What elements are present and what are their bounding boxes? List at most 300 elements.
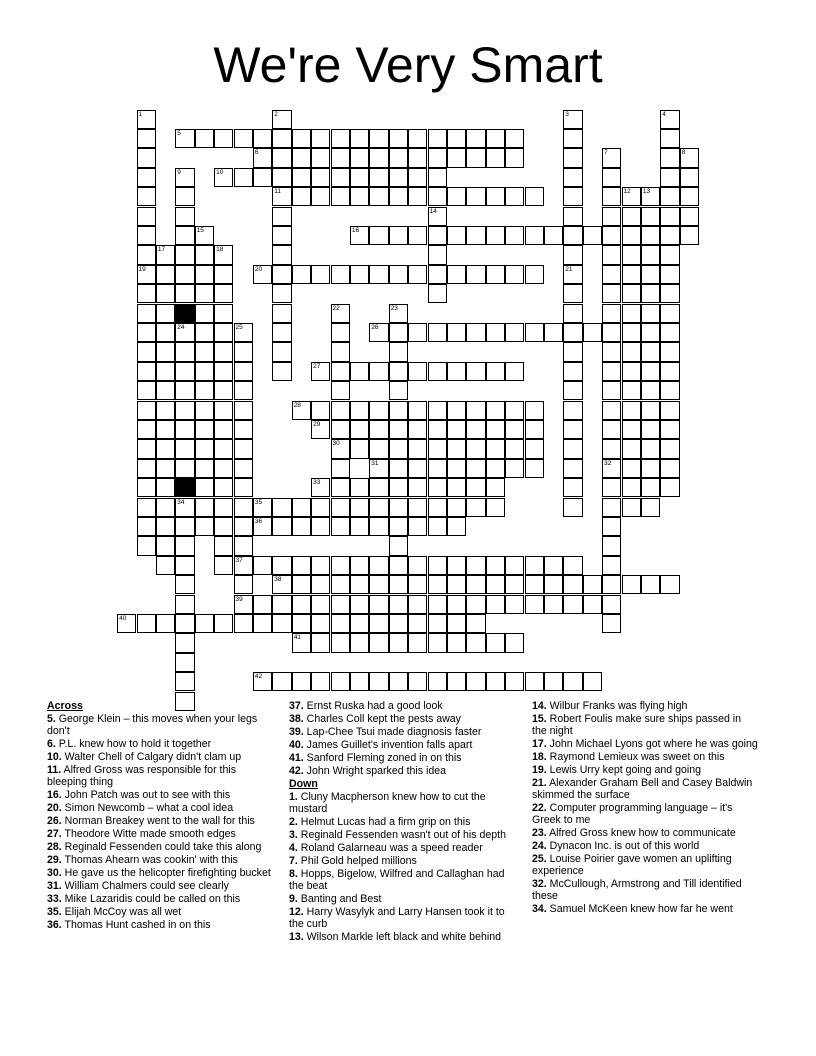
grid-cell[interactable]	[544, 226, 563, 245]
grid-cell[interactable]	[447, 439, 466, 458]
grid-cell[interactable]	[428, 187, 447, 206]
grid-cell[interactable]	[544, 595, 563, 614]
grid-cell[interactable]	[292, 672, 311, 691]
grid-cell[interactable]	[641, 323, 660, 342]
grid-cell[interactable]	[660, 478, 679, 497]
grid-cell[interactable]	[505, 226, 524, 245]
grid-cell[interactable]	[137, 284, 156, 303]
grid-cell[interactable]	[641, 478, 660, 497]
grid-cell[interactable]	[350, 439, 369, 458]
grid-cell[interactable]	[214, 401, 233, 420]
grid-cell[interactable]	[175, 342, 194, 361]
grid-cell[interactable]	[447, 129, 466, 148]
grid-cell[interactable]	[486, 672, 505, 691]
grid-cell[interactable]	[350, 575, 369, 594]
grid-cell[interactable]	[137, 439, 156, 458]
grid-cell[interactable]	[641, 362, 660, 381]
grid-cell[interactable]	[214, 381, 233, 400]
grid-cell[interactable]	[408, 459, 427, 478]
grid-cell[interactable]	[292, 187, 311, 206]
grid-cell[interactable]	[272, 342, 291, 361]
grid-cell[interactable]	[505, 633, 524, 652]
grid-cell[interactable]	[486, 595, 505, 614]
grid-cell[interactable]	[505, 595, 524, 614]
grid-cell[interactable]	[311, 362, 330, 381]
grid-cell[interactable]	[447, 362, 466, 381]
grid-cell[interactable]	[272, 362, 291, 381]
grid-cell[interactable]	[447, 575, 466, 594]
grid-cell[interactable]	[195, 381, 214, 400]
grid-cell[interactable]	[156, 304, 175, 323]
grid-cell[interactable]	[408, 439, 427, 458]
grid-cell[interactable]	[369, 478, 388, 497]
grid-cell[interactable]	[602, 304, 621, 323]
grid-cell[interactable]	[137, 265, 156, 284]
grid-cell[interactable]	[234, 401, 253, 420]
grid-cell[interactable]	[234, 362, 253, 381]
grid-cell[interactable]	[137, 148, 156, 167]
grid-cell[interactable]	[602, 381, 621, 400]
grid-cell[interactable]	[350, 614, 369, 633]
grid-cell[interactable]	[408, 595, 427, 614]
grid-cell[interactable]	[389, 498, 408, 517]
grid-cell[interactable]	[622, 342, 641, 361]
grid-cell[interactable]	[602, 284, 621, 303]
grid-cell[interactable]	[408, 517, 427, 536]
grid-cell[interactable]	[331, 168, 350, 187]
grid-cell[interactable]	[234, 595, 253, 614]
grid-cell[interactable]	[486, 148, 505, 167]
grid-cell[interactable]	[641, 439, 660, 458]
grid-cell[interactable]	[292, 148, 311, 167]
grid-cell[interactable]	[408, 265, 427, 284]
grid-cell[interactable]	[622, 498, 641, 517]
grid-cell[interactable]	[505, 672, 524, 691]
grid-cell[interactable]	[389, 672, 408, 691]
grid-cell[interactable]	[311, 498, 330, 517]
grid-cell[interactable]	[234, 517, 253, 536]
grid-cell[interactable]	[486, 439, 505, 458]
grid-cell[interactable]	[234, 168, 253, 187]
grid-cell[interactable]	[175, 439, 194, 458]
grid-cell[interactable]	[350, 420, 369, 439]
grid-cell[interactable]	[292, 633, 311, 652]
grid-cell[interactable]	[428, 226, 447, 245]
grid-cell[interactable]	[660, 439, 679, 458]
grid-cell[interactable]	[234, 381, 253, 400]
grid-cell[interactable]	[466, 595, 485, 614]
grid-cell[interactable]	[156, 439, 175, 458]
grid-cell[interactable]	[292, 265, 311, 284]
grid-cell[interactable]	[641, 207, 660, 226]
grid-cell[interactable]	[369, 420, 388, 439]
grid-cell[interactable]	[563, 265, 582, 284]
grid-cell[interactable]	[175, 478, 194, 497]
grid-cell[interactable]	[311, 614, 330, 633]
grid-cell[interactable]	[214, 498, 233, 517]
grid-cell[interactable]	[331, 498, 350, 517]
grid-cell[interactable]	[331, 148, 350, 167]
grid-cell[interactable]	[137, 420, 156, 439]
grid-cell[interactable]	[175, 129, 194, 148]
grid-cell[interactable]	[369, 148, 388, 167]
grid-cell[interactable]	[602, 168, 621, 187]
grid-cell[interactable]	[486, 459, 505, 478]
grid-cell[interactable]	[389, 323, 408, 342]
grid-cell[interactable]	[137, 207, 156, 226]
grid-cell[interactable]	[408, 168, 427, 187]
grid-cell[interactable]	[563, 129, 582, 148]
grid-cell[interactable]	[428, 498, 447, 517]
grid-cell[interactable]	[389, 362, 408, 381]
grid-cell[interactable]	[466, 478, 485, 497]
grid-cell[interactable]	[156, 284, 175, 303]
grid-cell[interactable]	[331, 381, 350, 400]
grid-cell[interactable]	[389, 517, 408, 536]
grid-cell[interactable]	[466, 148, 485, 167]
grid-cell[interactable]	[428, 420, 447, 439]
grid-cell[interactable]	[428, 362, 447, 381]
grid-cell[interactable]	[311, 672, 330, 691]
grid-cell[interactable]	[525, 420, 544, 439]
grid-cell[interactable]	[447, 187, 466, 206]
grid-cell[interactable]	[253, 498, 272, 517]
grid-cell[interactable]	[466, 439, 485, 458]
grid-cell[interactable]	[660, 459, 679, 478]
grid-cell[interactable]	[428, 633, 447, 652]
grid-cell[interactable]	[641, 265, 660, 284]
grid-cell[interactable]	[680, 148, 699, 167]
grid-cell[interactable]	[563, 381, 582, 400]
grid-cell[interactable]	[447, 614, 466, 633]
grid-cell[interactable]	[563, 245, 582, 264]
grid-cell[interactable]	[175, 575, 194, 594]
grid-cell[interactable]	[583, 323, 602, 342]
grid-cell[interactable]	[234, 439, 253, 458]
grid-cell[interactable]	[137, 517, 156, 536]
grid-cell[interactable]	[331, 401, 350, 420]
grid-cell[interactable]	[253, 556, 272, 575]
grid-cell[interactable]	[214, 304, 233, 323]
grid-cell[interactable]	[195, 342, 214, 361]
grid-cell[interactable]	[214, 536, 233, 555]
grid-cell[interactable]	[331, 459, 350, 478]
grid-cell[interactable]	[622, 362, 641, 381]
grid-cell[interactable]	[408, 556, 427, 575]
grid-cell[interactable]	[641, 401, 660, 420]
grid-cell[interactable]	[660, 420, 679, 439]
grid-cell[interactable]	[117, 614, 136, 633]
grid-cell[interactable]	[253, 148, 272, 167]
grid-cell[interactable]	[428, 614, 447, 633]
grid-cell[interactable]	[525, 401, 544, 420]
grid-cell[interactable]	[408, 401, 427, 420]
grid-cell[interactable]	[466, 556, 485, 575]
grid-cell[interactable]	[214, 342, 233, 361]
grid-cell[interactable]	[331, 575, 350, 594]
grid-cell[interactable]	[525, 672, 544, 691]
grid-cell[interactable]	[622, 439, 641, 458]
grid-cell[interactable]	[137, 459, 156, 478]
grid-cell[interactable]	[389, 556, 408, 575]
grid-cell[interactable]	[331, 304, 350, 323]
grid-cell[interactable]	[466, 129, 485, 148]
grid-cell[interactable]	[389, 381, 408, 400]
grid-cell[interactable]	[311, 168, 330, 187]
grid-cell[interactable]	[660, 304, 679, 323]
grid-cell[interactable]	[234, 478, 253, 497]
grid-cell[interactable]	[350, 168, 369, 187]
grid-cell[interactable]	[350, 556, 369, 575]
grid-cell[interactable]	[525, 459, 544, 478]
grid-cell[interactable]	[234, 556, 253, 575]
grid-cell[interactable]	[156, 517, 175, 536]
grid-cell[interactable]	[505, 439, 524, 458]
grid-cell[interactable]	[447, 478, 466, 497]
grid-cell[interactable]	[331, 129, 350, 148]
grid-cell[interactable]	[602, 536, 621, 555]
grid-cell[interactable]	[525, 265, 544, 284]
grid-cell[interactable]	[641, 284, 660, 303]
grid-cell[interactable]	[331, 439, 350, 458]
grid-cell[interactable]	[466, 614, 485, 633]
grid-cell[interactable]	[137, 536, 156, 555]
grid-cell[interactable]	[195, 517, 214, 536]
grid-cell[interactable]	[137, 110, 156, 129]
grid-cell[interactable]	[195, 265, 214, 284]
grid-cell[interactable]	[156, 556, 175, 575]
grid-cell[interactable]	[369, 614, 388, 633]
grid-cell[interactable]	[660, 381, 679, 400]
grid-cell[interactable]	[486, 420, 505, 439]
grid-cell[interactable]	[272, 323, 291, 342]
grid-cell[interactable]	[389, 401, 408, 420]
grid-cell[interactable]	[137, 129, 156, 148]
grid-cell[interactable]	[272, 517, 291, 536]
grid-cell[interactable]	[195, 245, 214, 264]
grid-cell[interactable]	[350, 633, 369, 652]
grid-cell[interactable]	[505, 420, 524, 439]
grid-cell[interactable]	[563, 439, 582, 458]
grid-cell[interactable]	[175, 459, 194, 478]
grid-cell[interactable]	[486, 478, 505, 497]
grid-cell[interactable]	[641, 304, 660, 323]
grid-cell[interactable]	[292, 556, 311, 575]
grid-cell[interactable]	[563, 420, 582, 439]
grid-cell[interactable]	[602, 439, 621, 458]
grid-cell[interactable]	[137, 401, 156, 420]
grid-cell[interactable]	[331, 342, 350, 361]
grid-cell[interactable]	[505, 575, 524, 594]
grid-cell[interactable]	[350, 498, 369, 517]
grid-cell[interactable]	[175, 653, 194, 672]
grid-cell[interactable]	[622, 265, 641, 284]
grid-cell[interactable]	[505, 362, 524, 381]
grid-cell[interactable]	[389, 226, 408, 245]
grid-cell[interactable]	[389, 168, 408, 187]
grid-cell[interactable]	[156, 245, 175, 264]
grid-cell[interactable]	[466, 226, 485, 245]
grid-cell[interactable]	[563, 323, 582, 342]
grid-cell[interactable]	[622, 381, 641, 400]
grid-cell[interactable]	[660, 110, 679, 129]
grid-cell[interactable]	[622, 478, 641, 497]
grid-cell[interactable]	[234, 459, 253, 478]
grid-cell[interactable]	[331, 265, 350, 284]
grid-cell[interactable]	[331, 323, 350, 342]
grid-cell[interactable]	[660, 401, 679, 420]
grid-cell[interactable]	[466, 323, 485, 342]
grid-cell[interactable]	[234, 342, 253, 361]
grid-cell[interactable]	[214, 459, 233, 478]
grid-cell[interactable]	[583, 595, 602, 614]
grid-cell[interactable]	[583, 575, 602, 594]
grid-cell[interactable]	[156, 498, 175, 517]
grid-cell[interactable]	[408, 226, 427, 245]
grid-cell[interactable]	[447, 459, 466, 478]
grid-cell[interactable]	[350, 265, 369, 284]
grid-cell[interactable]	[137, 478, 156, 497]
grid-cell[interactable]	[369, 633, 388, 652]
grid-cell[interactable]	[602, 556, 621, 575]
grid-cell[interactable]	[234, 614, 253, 633]
grid-cell[interactable]	[331, 633, 350, 652]
grid-cell[interactable]	[175, 265, 194, 284]
grid-cell[interactable]	[195, 439, 214, 458]
grid-cell[interactable]	[428, 148, 447, 167]
grid-cell[interactable]	[350, 129, 369, 148]
grid-cell[interactable]	[311, 148, 330, 167]
grid-cell[interactable]	[195, 420, 214, 439]
grid-cell[interactable]	[641, 381, 660, 400]
grid-cell[interactable]	[311, 633, 330, 652]
grid-cell[interactable]	[156, 478, 175, 497]
grid-cell[interactable]	[486, 575, 505, 594]
grid-cell[interactable]	[195, 459, 214, 478]
grid-cell[interactable]	[214, 265, 233, 284]
grid-cell[interactable]	[563, 168, 582, 187]
grid-cell[interactable]	[602, 401, 621, 420]
grid-cell[interactable]	[544, 575, 563, 594]
grid-cell[interactable]	[175, 401, 194, 420]
grid-cell[interactable]	[602, 226, 621, 245]
grid-cell[interactable]	[389, 129, 408, 148]
grid-cell[interactable]	[680, 226, 699, 245]
grid-cell[interactable]	[447, 265, 466, 284]
grid-cell[interactable]	[447, 595, 466, 614]
grid-cell[interactable]	[486, 362, 505, 381]
grid-cell[interactable]	[544, 556, 563, 575]
grid-cell[interactable]	[641, 342, 660, 361]
grid-cell[interactable]	[272, 187, 291, 206]
grid-cell[interactable]	[292, 575, 311, 594]
grid-cell[interactable]	[408, 614, 427, 633]
grid-cell[interactable]	[389, 633, 408, 652]
grid-cell[interactable]	[156, 342, 175, 361]
grid-cell[interactable]	[447, 420, 466, 439]
grid-cell[interactable]	[428, 672, 447, 691]
grid-cell[interactable]	[563, 110, 582, 129]
grid-cell[interactable]	[369, 672, 388, 691]
grid-cell[interactable]	[195, 284, 214, 303]
grid-cell[interactable]	[331, 517, 350, 536]
grid-cell[interactable]	[331, 187, 350, 206]
grid-cell[interactable]	[602, 478, 621, 497]
grid-cell[interactable]	[466, 672, 485, 691]
grid-cell[interactable]	[525, 323, 544, 342]
grid-cell[interactable]	[175, 245, 194, 264]
grid-cell[interactable]	[369, 226, 388, 245]
grid-cell[interactable]	[660, 129, 679, 148]
grid-cell[interactable]	[292, 498, 311, 517]
grid-cell[interactable]	[660, 168, 679, 187]
grid-cell[interactable]	[156, 536, 175, 555]
grid-cell[interactable]	[389, 536, 408, 555]
grid-cell[interactable]	[175, 284, 194, 303]
grid-cell[interactable]	[602, 459, 621, 478]
grid-cell[interactable]	[428, 556, 447, 575]
grid-cell[interactable]	[428, 284, 447, 303]
grid-cell[interactable]	[660, 187, 679, 206]
grid-cell[interactable]	[408, 498, 427, 517]
grid-cell[interactable]	[563, 342, 582, 361]
grid-cell[interactable]	[272, 168, 291, 187]
grid-cell[interactable]	[428, 595, 447, 614]
grid-cell[interactable]	[195, 362, 214, 381]
grid-cell[interactable]	[137, 168, 156, 187]
grid-cell[interactable]	[214, 420, 233, 439]
grid-cell[interactable]	[331, 672, 350, 691]
grid-cell[interactable]	[195, 478, 214, 497]
grid-cell[interactable]	[175, 381, 194, 400]
grid-cell[interactable]	[660, 207, 679, 226]
grid-cell[interactable]	[272, 556, 291, 575]
grid-cell[interactable]	[525, 187, 544, 206]
grid-cell[interactable]	[272, 245, 291, 264]
grid-cell[interactable]	[563, 672, 582, 691]
grid-cell[interactable]	[544, 323, 563, 342]
grid-cell[interactable]	[525, 556, 544, 575]
grid-cell[interactable]	[292, 129, 311, 148]
grid-cell[interactable]	[350, 478, 369, 497]
grid-cell[interactable]	[214, 129, 233, 148]
grid-cell[interactable]	[214, 362, 233, 381]
grid-cell[interactable]	[311, 401, 330, 420]
grid-cell[interactable]	[466, 362, 485, 381]
grid-cell[interactable]	[272, 595, 291, 614]
grid-cell[interactable]	[389, 304, 408, 323]
grid-cell[interactable]	[622, 401, 641, 420]
grid-cell[interactable]	[660, 265, 679, 284]
grid-cell[interactable]	[525, 226, 544, 245]
grid-cell[interactable]	[641, 187, 660, 206]
grid-cell[interactable]	[137, 381, 156, 400]
grid-cell[interactable]	[622, 459, 641, 478]
grid-cell[interactable]	[525, 439, 544, 458]
grid-cell[interactable]	[466, 575, 485, 594]
grid-cell[interactable]	[602, 187, 621, 206]
grid-cell[interactable]	[447, 633, 466, 652]
grid-cell[interactable]	[369, 575, 388, 594]
grid-cell[interactable]	[660, 284, 679, 303]
grid-cell[interactable]	[389, 439, 408, 458]
grid-cell[interactable]	[563, 498, 582, 517]
grid-cell[interactable]	[156, 265, 175, 284]
grid-cell[interactable]	[369, 187, 388, 206]
grid-cell[interactable]	[311, 265, 330, 284]
grid-cell[interactable]	[447, 498, 466, 517]
grid-cell[interactable]	[369, 517, 388, 536]
